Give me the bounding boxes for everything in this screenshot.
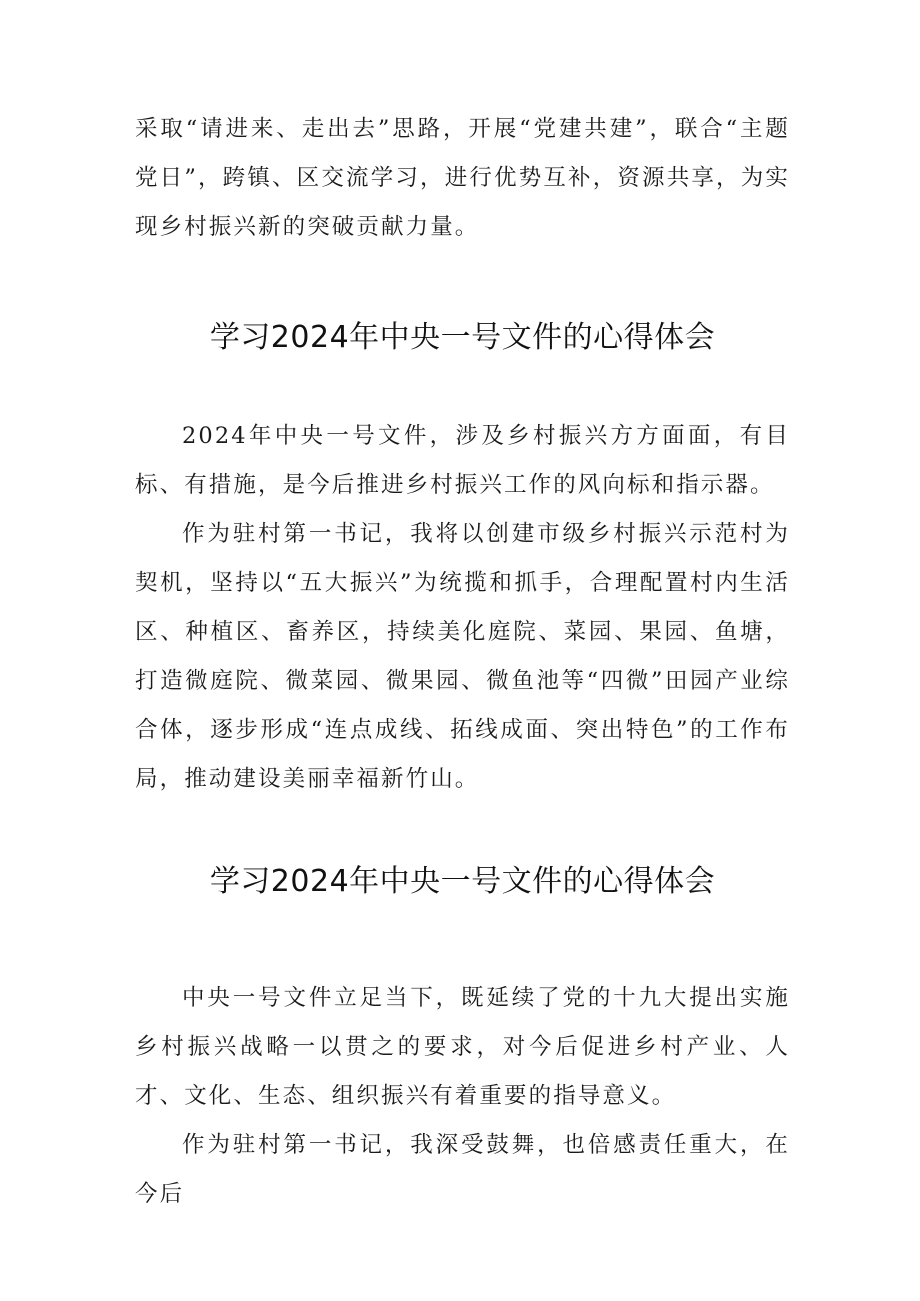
section-2-paragraph-1: 中央一号文件立足当下，既延续了党的十九大提出实施乡村振兴战略一以贯之的要求，对今后促进乡村产业、人才、文化、生态、组织振兴有着重要的指导意义。 bbox=[135, 985, 790, 1109]
section-heading-1: 学习2024年中央一号文件的心得体会 bbox=[209, 320, 716, 355]
section-2-paragraph-2: 作为驻村第一书记，我深受鼓舞，也倍感责任重大，在今后 bbox=[135, 1132, 790, 1207]
section-1-paragraph-2: 作为驻村第一书记，我将以创建市级乡村振兴示范村为契机，坚持以“五大振兴”为统揽和抓手，合理配置村内生活区、种植区、畜养区，持续美化庭院、菜园、果园、鱼塘，打造微庭院、微菜园、微果园、微鱼池等“四微”田园产业综合体，逐步形成“连点成线、拓线成面、突出特色”的工作布局，推动建设美丽幸福新竹山。 bbox=[135, 521, 790, 792]
intro-paragraph: 采取“请进来、走出去”思路，开展“党建共建”，联合“主题党日”，跨镇、区交流学习，进行优势互补，资源共享，为实现乡村振兴新的突破贡献力量。 bbox=[135, 116, 790, 240]
section-1-paragraph-1: 2024年中央一号文件，涉及乡村振兴方方面面，有目标、有措施，是今后推进乡村振兴工作的风向标和指示器。 bbox=[135, 423, 790, 498]
section-heading-2: 学习2024年中央一号文件的心得体会 bbox=[209, 864, 716, 899]
